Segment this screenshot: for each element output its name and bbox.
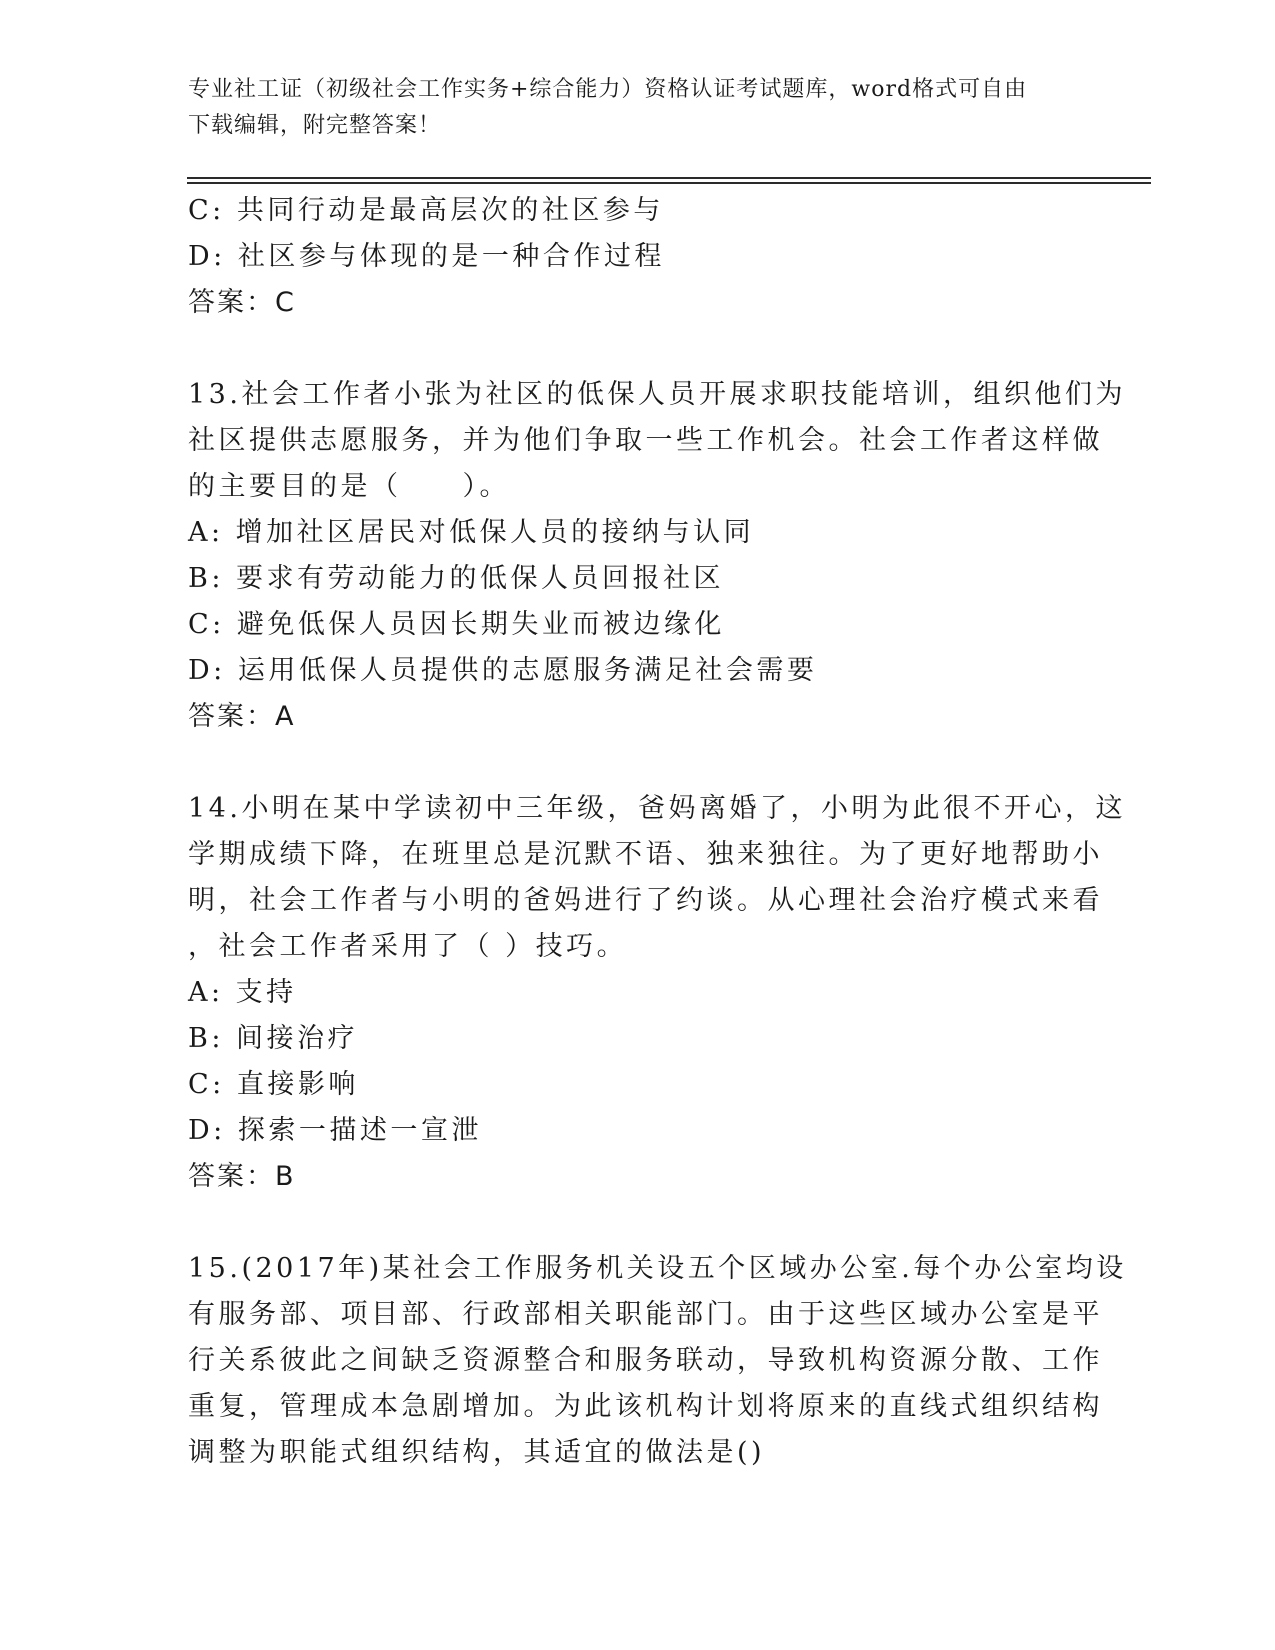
q12-option-d: D: 社区参与体现的是一种合作过程 [188, 241, 665, 272]
q14-stem-line-3: 明，社会工作者与小明的爸妈进行了约谈。从心理社会治疗模式来看 [188, 885, 1103, 916]
q14-option-a: A: 支持 [188, 977, 297, 1008]
header-divider-bottom [187, 182, 1151, 184]
q15-stem-line-1: 15.(2017年)某社会工作服务机关设五个区域办公室.每个办公室均设 [188, 1253, 1127, 1284]
page-header [188, 72, 1088, 144]
header-line-2: 下载编辑，附完整答案！ [188, 113, 442, 138]
q15-stem-line-4: 重复，管理成本急剧增加。为此该机构计划将原来的直线式组织结构 [188, 1391, 1103, 1422]
q12-answer: 答案：C [188, 287, 296, 318]
header-line-1: 专业社工证（初级社会工作实务+综合能力）资格认证考试题库，word格式可自由 [188, 77, 1028, 102]
spacer [188, 1200, 1088, 1246]
q14-option-b: B: 间接治疗 [188, 1023, 359, 1054]
q14-option-c: C: 直接影响 [188, 1069, 359, 1100]
q15-stem-line-3: 行关系彼此之间缺乏资源整合和服务联动，导致机构资源分散、工作 [188, 1345, 1103, 1376]
q14-stem-line-2: 学期成绩下降，在班里总是沉默不语、独来独往。为了更好地帮助小 [188, 839, 1103, 870]
q13-stem-line-3: 的主要目的是（ ）。 [188, 471, 510, 502]
q14-option-d: D: 探索一描述一宣泄 [188, 1115, 482, 1146]
question-content [188, 188, 1127, 1476]
q13-option-b: B: 要求有劳动能力的低保人员回报社区 [188, 563, 725, 594]
q15-stem-line-2: 有服务部、项目部、行政部相关职能部门。由于这些区域办公室是平 [188, 1299, 1103, 1330]
q13-answer: 答案：A [188, 701, 296, 732]
q13-stem-line-2: 社区提供志愿服务，并为他们争取一些工作机会。社会工作者这样做 [188, 425, 1103, 456]
q14-answer: 答案：B [188, 1161, 296, 1192]
spacer [188, 326, 1088, 372]
q14-stem-line-1: 14.小明在某中学读初中三年级，爸妈离婚了，小明为此很不开心，这 [188, 793, 1126, 824]
header-divider-top [187, 177, 1151, 179]
q13-stem-line-1: 13.社会工作者小张为社区的低保人员开展求职技能培训，组织他们为 [188, 379, 1126, 410]
q12-option-c: C: 共同行动是最高层次的社区参与 [188, 195, 664, 226]
q13-option-a: A: 增加社区居民对低保人员的接纳与认同 [188, 517, 755, 548]
q13-option-c: C: 避免低保人员因长期失业而被边缘化 [188, 609, 725, 640]
spacer [188, 740, 1088, 786]
q14-stem-line-4: ，社会工作者采用了（ ）技巧。 [188, 931, 628, 962]
q13-option-d: D: 运用低保人员提供的志愿服务满足社会需要 [188, 655, 818, 686]
q15-stem-line-5: 调整为职能式组织结构，其适宜的做法是() [188, 1437, 766, 1468]
